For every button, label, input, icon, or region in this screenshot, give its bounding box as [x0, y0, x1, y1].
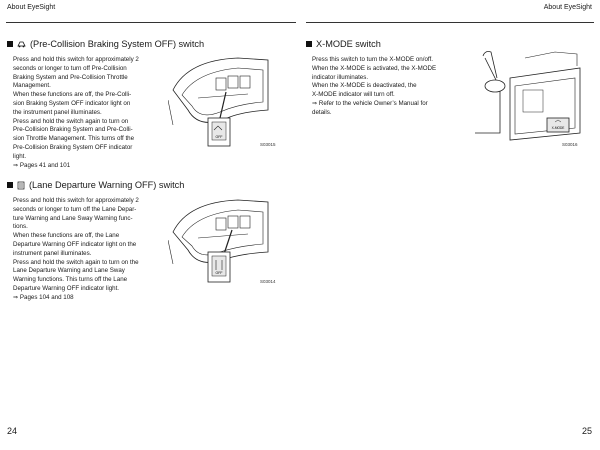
body-line: When these functions are off, the Pre-Colli-: [13, 91, 132, 99]
section-title-pre-collision: (Pre-Collision Braking System OFF) switch: [7, 39, 204, 49]
body-line: indicator illuminates.: [312, 73, 369, 81]
body-line: seconds or longer to turn off the Lane Depar-: [13, 205, 137, 213]
bullet-square-icon: [7, 182, 13, 188]
body-line: details.: [312, 108, 332, 116]
section-lane-departure: [7, 180, 184, 190]
body-line: ⇒ Pages 104 and 108: [13, 293, 74, 301]
body-line: Press and hold this switch for approximately 2: [13, 56, 139, 63]
header-rule-right: [306, 22, 594, 23]
xmode-body: [312, 56, 458, 118]
section-title-xmode: X-MODE switch: [306, 39, 381, 49]
body-line: Pre-Collision Braking System and Pre-Colli-: [13, 126, 133, 134]
body-line: Press and hold the switch again to turn on the: [13, 258, 139, 266]
lane-departure-body: [13, 197, 163, 303]
page-number-left: 24: [7, 426, 18, 436]
running-header-right: About EyeSight: [543, 4, 592, 11]
body-line: Press and hold the switch again to turn on: [13, 117, 129, 125]
body-line: the instrument panel illuminates.: [13, 108, 102, 116]
xmode-console-illustration: [455, 48, 585, 148]
body-line: When the X-MODE is activated, the X-MODE: [312, 64, 437, 72]
header-rule-left: [6, 22, 296, 23]
switch-label-xmode: X-MODE: [551, 126, 565, 130]
image-code-pcb: S03015: [260, 142, 276, 147]
body-line: ⇒ Pages 41 and 101: [13, 161, 71, 169]
body-line: Press and hold this switch for approximately 2: [13, 197, 139, 204]
running-header-left: About EyeSight: [7, 4, 56, 11]
switch-label-pcb: OFF: [215, 135, 223, 139]
section-title-lane-departure: (Lane Departure Warning OFF) switch: [7, 180, 184, 190]
lane-departure-icon: [17, 181, 25, 190]
bullet-square-icon: [7, 41, 13, 47]
body-line: Press this switch to turn the X-MODE on/off.: [312, 56, 433, 63]
body-line: tions.: [13, 223, 28, 231]
bullet-square-icon: [306, 41, 312, 47]
body-line: ture Warning and Lane Sway Warning func-: [13, 214, 133, 222]
switch-label-ldw: OFF: [215, 271, 223, 275]
body-line: When the X-MODE is deactivated, the: [312, 82, 417, 90]
body-line: sion Throttle Management. This turns off the: [13, 135, 135, 143]
body-line: Departure Warning OFF indicator light on the: [13, 240, 137, 248]
overhead-console-illustration-1: [168, 50, 273, 150]
section-pre-collision: [7, 39, 204, 49]
page-number-right: 25: [581, 426, 592, 436]
body-line: sion Braking System OFF indicator light on: [13, 99, 131, 107]
body-line: Warning functions. This turns off the Lane: [13, 276, 128, 284]
body-line: seconds or longer to turn off Pre-Collision: [13, 64, 127, 72]
body-line: Management.: [13, 82, 51, 90]
body-line: Departure Warning OFF indicator light.: [13, 284, 120, 292]
body-line: ⇒ Refer to the vehicle Owner’s Manual for: [312, 99, 428, 107]
pre-collision-icon: [17, 40, 26, 48]
body-line: light.: [13, 152, 27, 160]
body-line: X-MODE indicator will turn off.: [312, 91, 395, 99]
body-line: Lane Departure Warning and Lane Sway: [13, 267, 125, 275]
section-xmode: [306, 39, 381, 49]
image-code-ldw: S03014: [260, 279, 276, 284]
body-line: When these functions are off, the Lane: [13, 232, 120, 240]
pre-collision-body: [13, 56, 163, 170]
body-line: Pre-Collision Braking System OFF indicator: [13, 143, 133, 151]
image-code-xmode: S03016: [562, 142, 578, 147]
overhead-console-illustration-2: [168, 192, 273, 287]
body-line: instrument panel illuminates.: [13, 249, 92, 257]
body-line: Braking System and Pre-Collision Throttle: [13, 73, 128, 81]
